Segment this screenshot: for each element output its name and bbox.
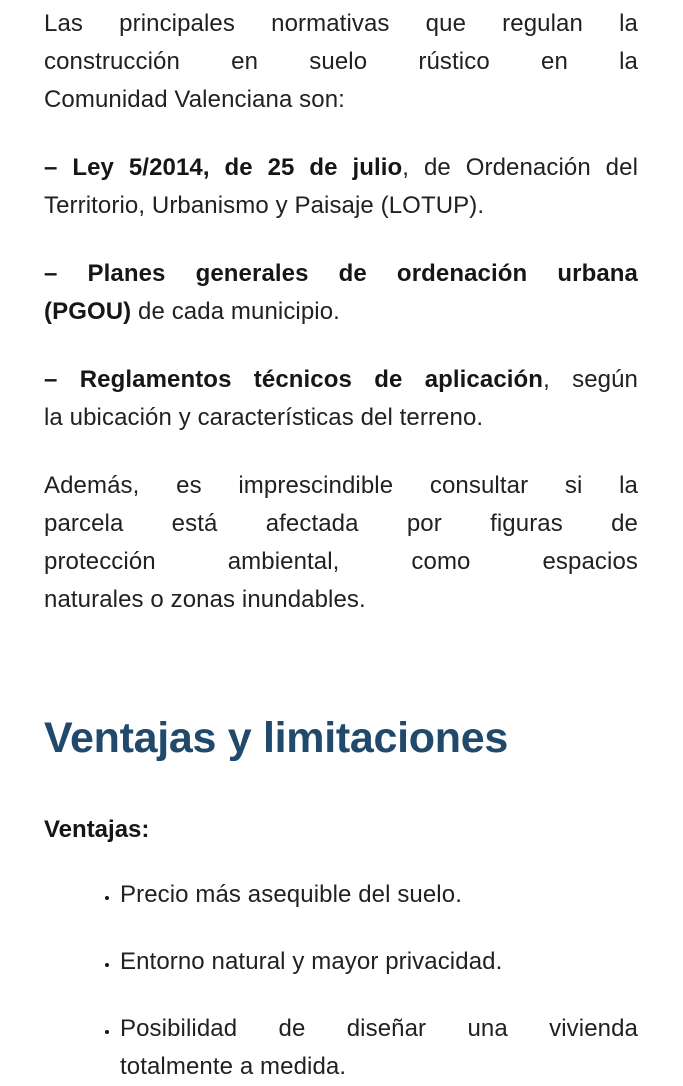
text-run: , según: [543, 366, 639, 393]
paragraph-pgou: [44, 255, 638, 331]
list-item-precio: [120, 876, 638, 914]
paragraph-ademas: [44, 467, 638, 619]
text-line: [44, 149, 638, 187]
text-line: naturales o zonas inundables.: [44, 586, 366, 613]
text-line: • Entorno natural y mayor privacidad.: [120, 948, 503, 975]
text-line: Territorio, Urbanismo y Paisaje (LOTUP).: [44, 192, 485, 219]
ventajas-label: Ventajas:: [44, 816, 150, 843]
bold-run: (PGOU): [44, 298, 132, 325]
paragraph-ley-5-2014: [44, 149, 638, 225]
text-run: de cada municipio.: [131, 298, 340, 325]
text-line: parcela está afectada por figuras de: [44, 510, 638, 537]
text-line: totalmente a medida.: [120, 1053, 347, 1080]
text-line: Además, es imprescindible consultar si la: [44, 472, 638, 499]
text-line: protección ambiental, como espacios: [44, 548, 638, 575]
list-item-entorno: [120, 943, 638, 981]
paragraph-intro: [44, 5, 638, 119]
text-line: Las principales normativas que regulan la: [44, 10, 638, 37]
list-item-posibilidad: [120, 1010, 638, 1086]
text-line: • Precio más asequible del suelo.: [120, 881, 462, 908]
text-line: Comunidad Valenciana son:: [44, 86, 345, 113]
text-line: construcción en suelo rústico en la: [44, 48, 638, 75]
text-line: [44, 255, 638, 293]
section-heading-ventajas-y-limitaciones: Ventajas y limitaciones: [44, 714, 508, 762]
text-run: , de Ordenación del: [402, 154, 639, 181]
text-line: • Posibilidad de diseñar una vivienda: [120, 1015, 638, 1042]
paragraph-reglamentos: [44, 361, 638, 437]
text-line: [44, 293, 638, 331]
text-line: la ubicación y características del terreno.: [44, 404, 484, 431]
bold-run: – Planes generales de ordenación urbana: [44, 260, 638, 287]
bold-run: – Reglamentos técnicos de aplicación: [44, 366, 544, 393]
ventajas-list: [44, 876, 638, 1086]
bold-run: – Ley 5/2014, de 25 de julio: [44, 154, 403, 181]
text-line: [44, 361, 638, 399]
